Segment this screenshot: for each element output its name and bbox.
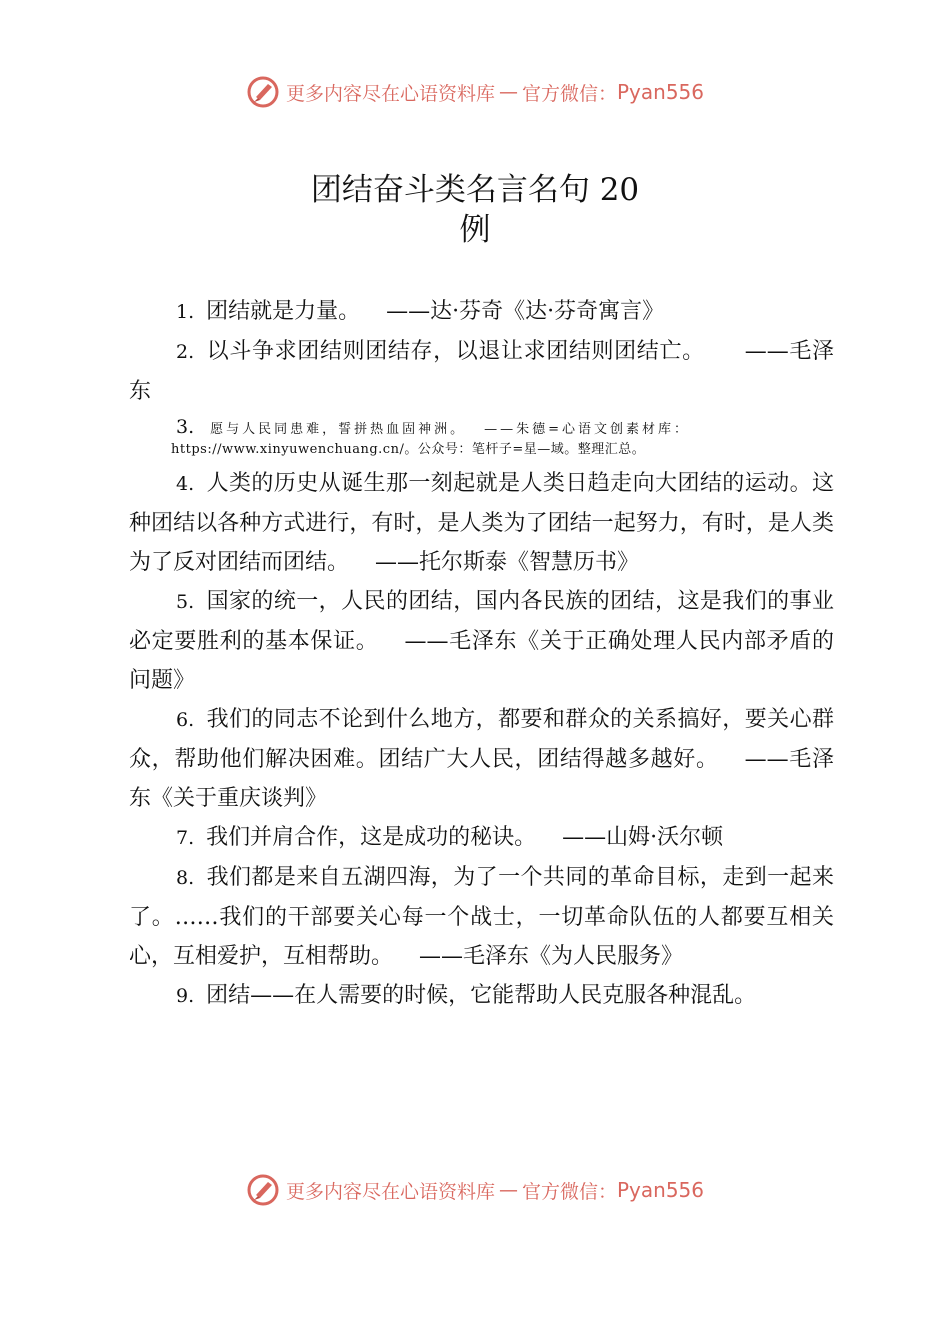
title-line-2: 例 <box>459 212 491 248</box>
quote-number: 2. <box>176 341 195 363</box>
banner-official: 官方微信： <box>521 82 617 105</box>
quote-number: 6. <box>176 709 195 731</box>
footer-banner <box>0 1170 950 1210</box>
quote-item-1 <box>129 292 834 332</box>
quote-text: 团结——在人需要的时候，它能帮助人民克服各种混乱。 <box>206 983 757 1008</box>
quote-author: ——托尔斯泰《智慧历书》 <box>375 550 640 575</box>
banner-separator: — <box>498 1179 518 1201</box>
banner-text: 更多内容尽在心语资料库 <box>285 1180 495 1203</box>
quote-author: ——达·芬奇《达·芬奇寓言》 <box>386 299 665 324</box>
quote-author: ——毛泽东《关于正确处理人民内部矛盾的问题》 <box>129 629 834 693</box>
quote-text: 人类的历史从诞生那一刻起就是人类日趋走向大团结的运动。这种团结以各种方式进行，有时，是人类为了团结一起努力，有时，是人类为了反对团结而团结。 <box>129 471 834 575</box>
quote-item-7 <box>129 818 834 858</box>
quote-text: 我们并肩合作，这是成功的秘诀。 <box>206 825 537 850</box>
quote-item-9 <box>129 976 834 1016</box>
quote-number: 8. <box>176 867 195 889</box>
banner-wechat-id: Pyan556 <box>617 1178 705 1202</box>
quote-number: 7. <box>176 827 195 849</box>
banner-wechat-id: Pyan556 <box>617 80 705 104</box>
quote-number: 3. <box>176 416 195 438</box>
quote-author: ——毛泽东《关于重庆谈判》 <box>129 747 834 811</box>
source-note: https://www.xinyuwenchuang.cn/。公众号：笔杆子=星—域。整理汇总。 <box>171 442 646 457</box>
quote-text: 国家的统一，人民的团结，国内各民族的团结，这是我们的事业必定要胜利的基本保证。 <box>129 589 834 654</box>
quote-number: 1. <box>176 301 195 323</box>
quote-author: ——毛泽东 <box>129 339 834 404</box>
quote-number: 4. <box>176 473 195 495</box>
quote-item-8 <box>129 858 834 976</box>
quote-author: ——山姆·沃尔顿 <box>562 825 724 850</box>
quote-item-3 <box>129 411 834 464</box>
quote-text: 愿与人民同患难，誓拼热血固神洲。 <box>210 422 467 437</box>
title-line-1: 团结奋斗类名言名句 20 <box>310 172 640 208</box>
quote-item-2 <box>129 332 834 411</box>
quote-author: ——毛泽东《为人民服务》 <box>419 944 684 969</box>
banner-official: 官方微信： <box>521 1180 617 1203</box>
banner-separator: — <box>498 81 518 103</box>
page-title <box>0 170 950 250</box>
quote-text: 以斗争求团结则团结存，以退让求团结则团结亡。 <box>206 339 705 364</box>
header-banner <box>0 72 950 112</box>
quote-text: 我们都是来自五湖四海，为了一个共同的革命目标，走到一起来了。……我们的干部要关心每一个战士，一切革命队伍的人都要互相关心，互相爱护，互相帮助。 <box>129 865 834 969</box>
quote-text: 团结就是力量。 <box>206 299 361 324</box>
quote-number: 9. <box>176 985 195 1007</box>
banner-text: 更多内容尽在心语资料库 <box>285 82 495 105</box>
quote-number: 5. <box>176 591 195 613</box>
quote-item-4 <box>129 464 834 582</box>
quote-list <box>129 292 834 1016</box>
brand-logo-icon <box>246 1173 280 1207</box>
brand-logo-icon <box>246 75 280 109</box>
quote-text: 我们的同志不论到什么地方，都要和群众的关系搞好，要关心群众，帮助他们解决困难。团结广大人民，团结得越多越好。 <box>129 707 834 772</box>
quote-author: ——朱德=心语文创素材库： <box>484 422 691 437</box>
quote-item-6 <box>129 700 834 818</box>
quote-item-5 <box>129 582 834 700</box>
